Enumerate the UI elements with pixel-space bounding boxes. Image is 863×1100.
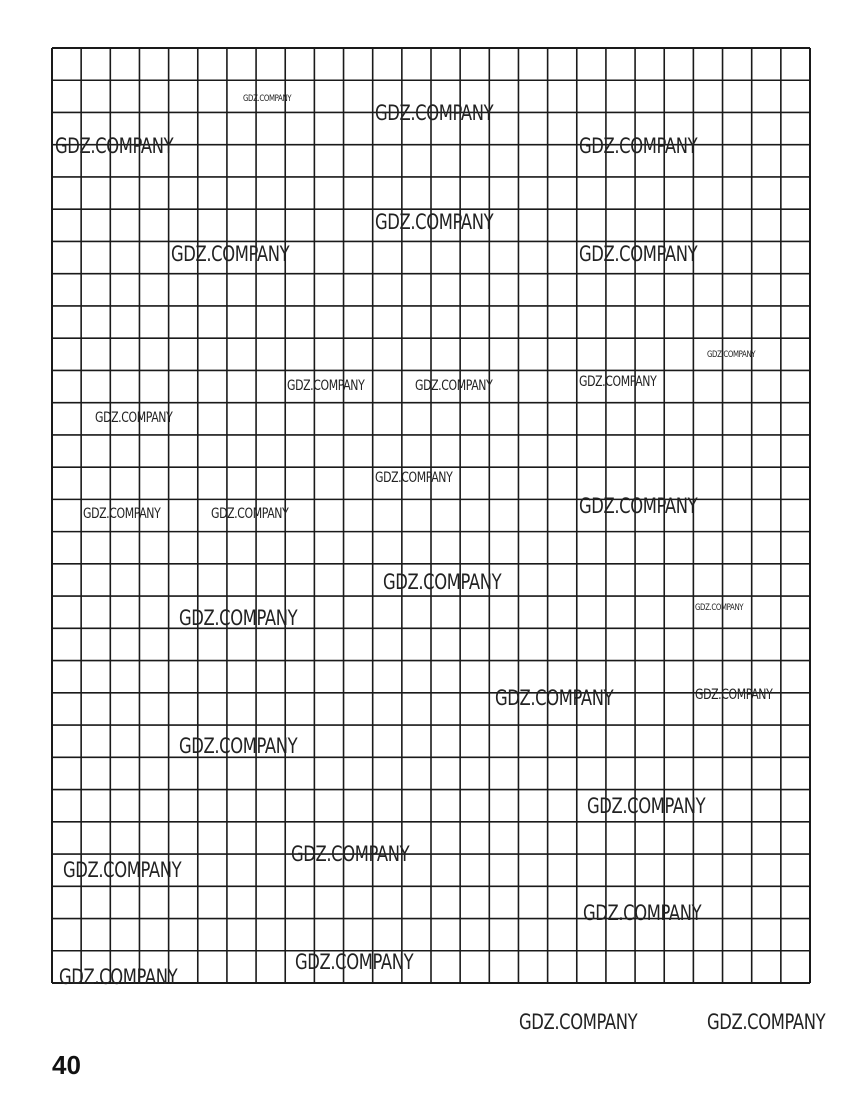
watermark: GDZ.COMPANY bbox=[579, 134, 698, 158]
watermark: GDZ.COMPANY bbox=[587, 794, 706, 818]
watermark: GDZ.COMPANY bbox=[171, 242, 290, 266]
watermark: GDZ.COMPANY bbox=[83, 506, 161, 522]
watermark: GDZ.COMPANY bbox=[579, 242, 698, 266]
watermark: GDZ.COMPANY bbox=[291, 842, 410, 866]
watermark: GDZ.COMPANY bbox=[211, 506, 289, 522]
watermark: GDZ.COMPANY bbox=[707, 350, 756, 360]
watermark: GDZ.COMPANY bbox=[495, 686, 614, 710]
watermark: GDZ.COMPANY bbox=[579, 374, 657, 390]
watermark: GDZ.COMPANY bbox=[707, 1010, 826, 1034]
watermark: GDZ.COMPANY bbox=[179, 606, 298, 630]
watermark: GDZ.COMPANY bbox=[55, 134, 174, 158]
watermark: GDZ.COMPANY bbox=[375, 210, 494, 234]
watermark: GDZ.COMPANY bbox=[243, 94, 292, 104]
watermark: GDZ.COMPANY bbox=[59, 965, 178, 989]
watermark: GDZ.COMPANY bbox=[295, 950, 414, 974]
watermark: GDZ.COMPANY bbox=[579, 494, 698, 518]
watermark: GDZ.COMPANY bbox=[179, 734, 298, 758]
watermark: GDZ.COMPANY bbox=[375, 101, 494, 125]
watermark: GDZ.COMPANY bbox=[63, 858, 182, 882]
watermark: GDZ.COMPANY bbox=[519, 1010, 638, 1034]
watermark: GDZ.COMPANY bbox=[287, 378, 365, 394]
watermark: GDZ.COMPANY bbox=[695, 603, 744, 613]
watermark: GDZ.COMPANY bbox=[415, 378, 493, 394]
watermark: GDZ.COMPANY bbox=[695, 687, 773, 703]
page-number: 40 bbox=[52, 1050, 81, 1080]
watermark: GDZ.COMPANY bbox=[95, 410, 173, 426]
watermark: GDZ.COMPANY bbox=[383, 570, 502, 594]
watermark: GDZ.COMPANY bbox=[375, 470, 453, 486]
watermark: GDZ.COMPANY bbox=[583, 901, 702, 925]
